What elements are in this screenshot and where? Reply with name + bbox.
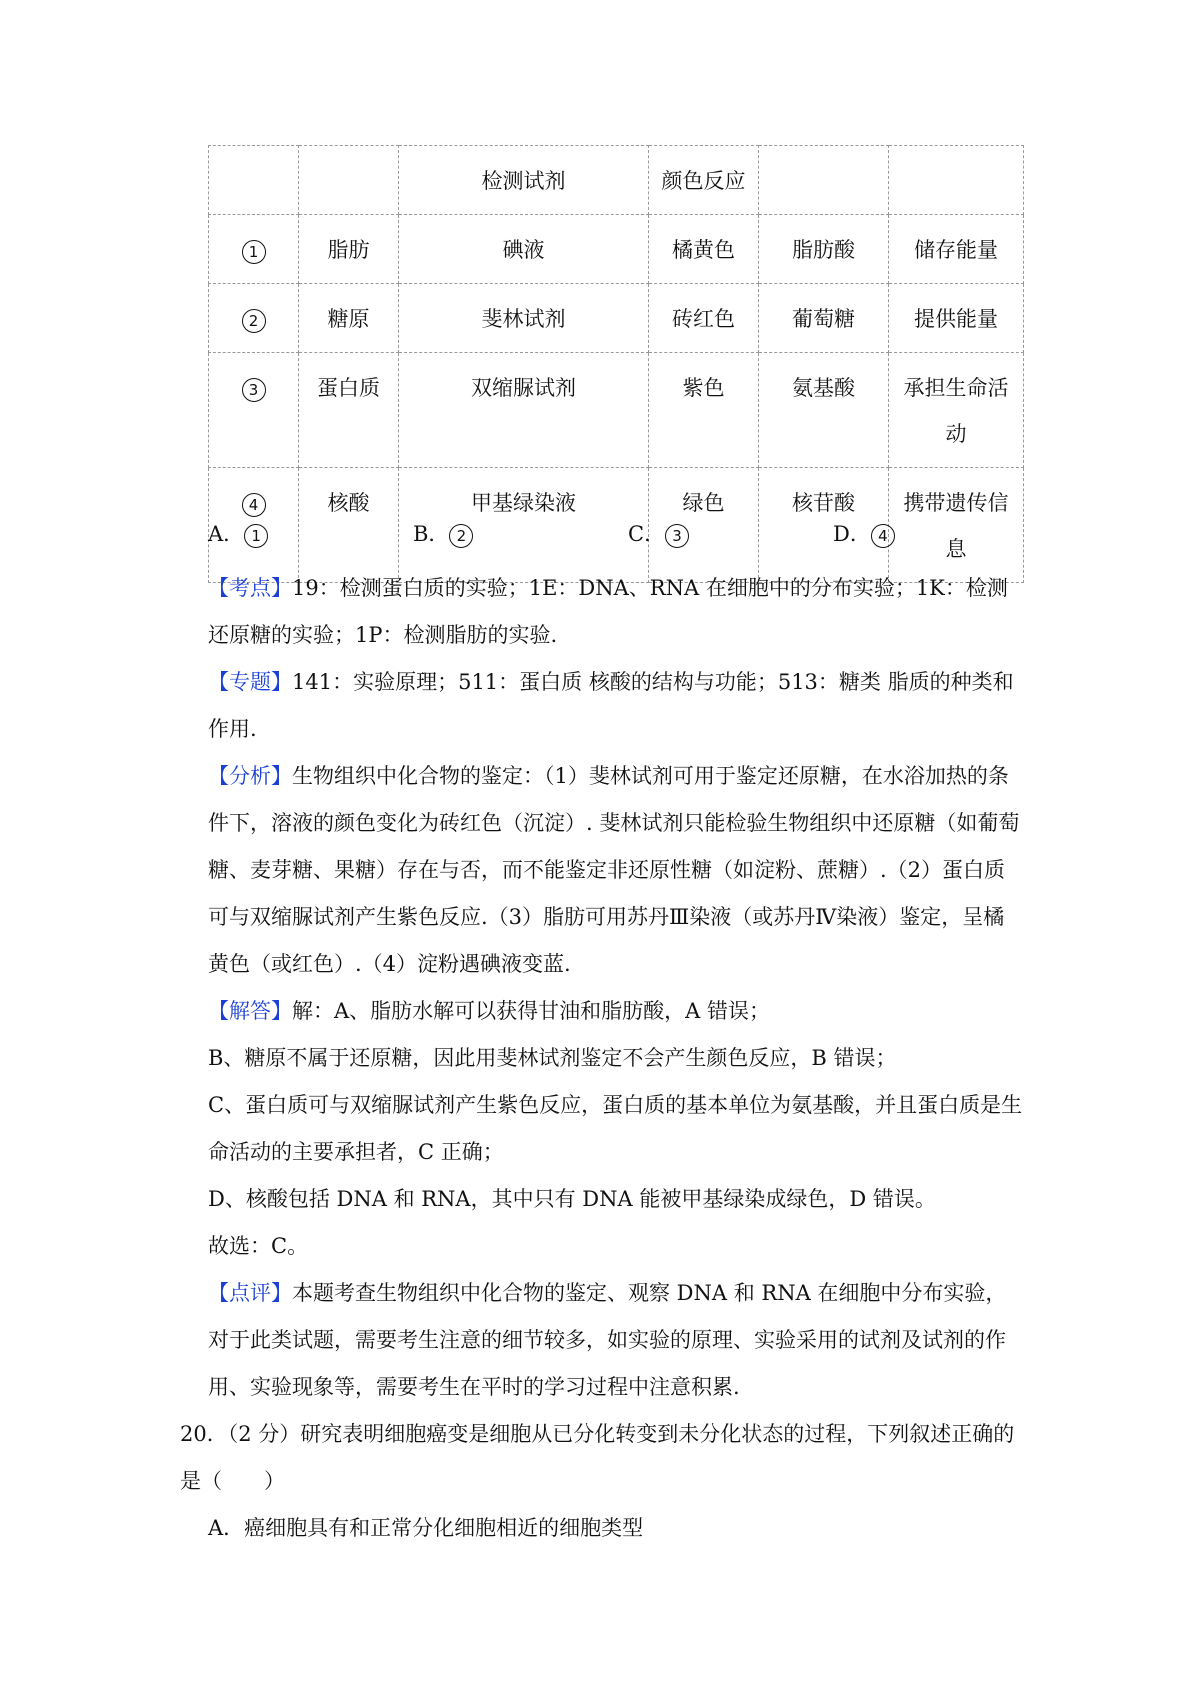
header-cell [759, 146, 889, 215]
unit-cell: 脂肪酸 [759, 215, 889, 284]
jieda-d-line: D、核酸包括 DNA 和 RNA，其中只有 DNA 能被甲基绿染成绿色，D 错误。 [208, 1187, 936, 1211]
jieda-c-line: C、蛋白质可与双缩脲试剂产生紫色反应，蛋白质的基本单位为氨基酸，并且蛋白质是生命活动的主要承担者，C 正确； [208, 1093, 1023, 1164]
reagent-cell: 碘液 [399, 215, 649, 284]
table-row [209, 284, 1024, 353]
circled-number: 1 [244, 524, 268, 548]
dianping-paragraph [208, 1270, 1023, 1411]
kaodian-paragraph [208, 565, 1023, 659]
row-number [209, 215, 299, 284]
fenxi-tag: 【分析】 [208, 764, 292, 788]
option-label: B． [413, 522, 450, 546]
dianping-text: 本题考查生物组织中化合物的鉴定、观察 DNA 和 RNA 在细胞中分布实验，对于此类试题，需要考生注意的细节较多，如实验的原理、实验采用的试剂及试剂的作用、实验现象等，需要考生在平时的学习过程中注意积累. [208, 1281, 1007, 1399]
row-number [209, 284, 299, 353]
header-cell-color: 颜色反应 [649, 146, 759, 215]
circled-number: 1 [242, 240, 266, 264]
jieda-first-line: 解：A、脂肪水解可以获得甘油和脂肪酸，A 错误； [292, 999, 771, 1023]
circled-number: 3 [242, 378, 266, 402]
jieda-b-line: B、糖原不属于还原糖，因此用斐林试剂鉴定不会产生颜色反应，B 错误； [208, 1046, 897, 1070]
question-20-stem: 20．（2 分）研究表明细胞癌变是细胞从已分化转变到未分化状态的过程，下列叙述正确的是（ ） [180, 1422, 1015, 1493]
table-header-row [209, 146, 1024, 215]
jieda-tag: 【解答】 [208, 999, 292, 1023]
header-cell [889, 146, 1024, 215]
jieda-answer-line: 故选：C。 [208, 1234, 309, 1258]
color-cell: 绿色 [649, 468, 759, 583]
function-cell: 携带遗传信息 [889, 468, 1024, 583]
unit-cell: 核苷酸 [759, 468, 889, 583]
function-cell: 储存能量 [889, 215, 1024, 284]
reagent-cell: 斐林试剂 [399, 284, 649, 353]
zhuanti-tag: 【专题】 [208, 670, 292, 694]
color-cell: 砖红色 [649, 284, 759, 353]
row-number [209, 353, 299, 468]
substance-cell: 蛋白质 [299, 353, 399, 468]
unit-cell: 氨基酸 [759, 353, 889, 468]
zhuanti-paragraph [208, 659, 1023, 753]
substance-cell: 脂肪 [299, 215, 399, 284]
color-cell: 紫色 [649, 353, 759, 468]
kaodian-tag: 【考点】 [208, 576, 292, 600]
question-20-option-a: A．癌细胞具有和正常分化细胞相近的细胞类型 [208, 1516, 644, 1540]
zhuanti-text: 141：实验原理；511：蛋白质 核酸的结构与功能；513：糖类 脂质的种类和作用. [208, 670, 1014, 741]
dianping-tag: 【点评】 [208, 1281, 292, 1305]
substance-cell: 核酸 [299, 468, 399, 583]
option-label: A． [208, 522, 245, 546]
reagent-cell: 甲基绿染液 [399, 468, 649, 583]
fenxi-paragraph [208, 753, 1023, 988]
substance-cell: 糖原 [299, 284, 399, 353]
option-a [208, 518, 268, 548]
header-cell [299, 146, 399, 215]
function-cell: 提供能量 [889, 284, 1024, 353]
table-row [209, 353, 1024, 468]
circled-number: 4 [242, 493, 266, 517]
table-row [209, 215, 1024, 284]
option-d [833, 518, 895, 548]
option-label: D． [833, 522, 871, 546]
header-cell-reagent: 检测试剂 [399, 146, 649, 215]
fenxi-text: 生物组织中化合物的鉴定：（1）斐林试剂可用于鉴定还原糖，在水浴加热的条件下，溶液的颜色变化为砖红色（沉淀）. 斐林试剂只能检验生物组织中还原糖（如葡萄糖、麦芽糖、果糖）存在与否，而不能鉴定非还原性糖（如淀粉、蔗糖）.（2）蛋白质可与双缩脲试剂产生紫色反应.（3）脂肪可用苏丹Ⅲ染液（或苏丹Ⅳ染液）鉴定，呈橘黄色（或红色）.（4）淀粉遇碘液变蓝. [208, 764, 1020, 976]
option-label: C． [628, 522, 666, 546]
option-b [413, 518, 473, 548]
circled-number: 3 [665, 524, 689, 548]
function-cell: 承担生命活动 [889, 353, 1024, 468]
color-cell: 橘黄色 [649, 215, 759, 284]
circled-number: 2 [449, 524, 473, 548]
option-c [628, 518, 689, 548]
kaodian-text: 19：检测蛋白质的实验；1E：DNA、RNA 在细胞中的分布实验；1K：检测还原糖的实验；1P：检测脂肪的实验. [208, 576, 1008, 647]
answer-options [208, 518, 1023, 548]
unit-cell: 葡萄糖 [759, 284, 889, 353]
circled-number: 4 [871, 524, 895, 548]
header-cell [209, 146, 299, 215]
jieda-paragraph [208, 988, 1023, 1035]
circled-number: 2 [242, 309, 266, 333]
reagent-cell: 双缩脲试剂 [399, 353, 649, 468]
